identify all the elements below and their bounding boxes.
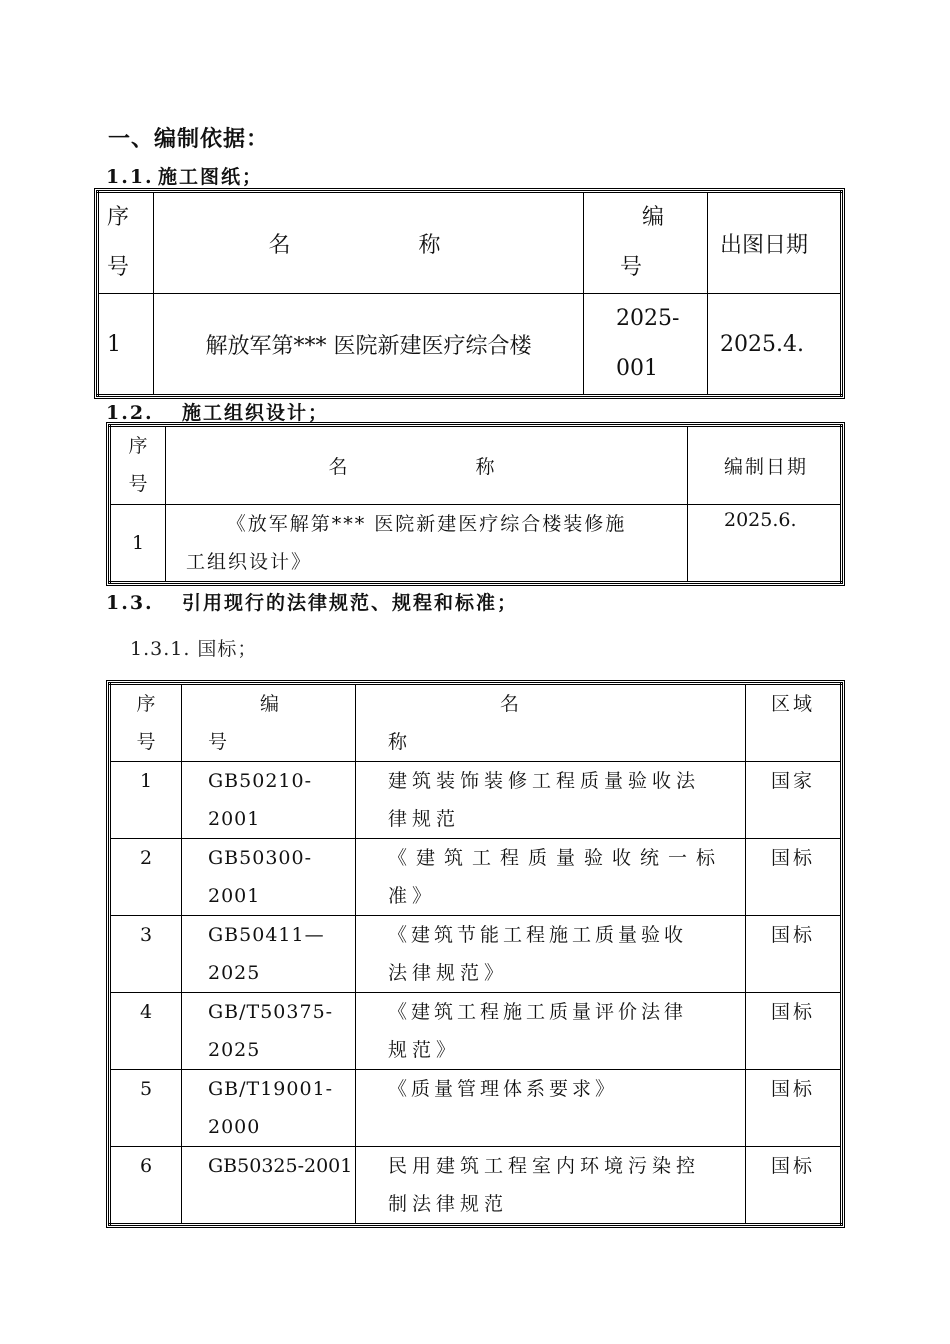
row-name — [356, 762, 746, 839]
name-line1: 《质量管理体系要求》 — [388, 1078, 619, 1100]
code-line2: 2000 — [208, 1116, 261, 1138]
section-2-number: 1.2. — [106, 402, 154, 424]
row-seq: 5 — [110, 1070, 182, 1147]
table-header-row — [110, 426, 842, 505]
header-seq-line1: 序 — [128, 435, 148, 458]
header-seq-line2: 号 — [136, 731, 156, 753]
row-date: 2025.4. — [708, 294, 842, 396]
section-2-heading — [106, 398, 329, 425]
code-line1: GB50300- — [208, 847, 313, 869]
row-name-line1: 《放军解第*** 医院新建医疗综合楼装修施 — [226, 512, 627, 535]
header-name-line1: 名 — [500, 693, 520, 715]
name-line2: 制法律规范 — [388, 1193, 509, 1215]
header-name-text: 名 称 — [268, 232, 469, 258]
row-code — [182, 1147, 356, 1225]
header-seq — [110, 684, 182, 762]
row-seq: 2 — [110, 839, 182, 916]
table-row — [110, 993, 842, 1070]
name-line2: 规范》 — [388, 1039, 461, 1061]
row-region: 国标 — [746, 1070, 842, 1147]
row-region: 国标 — [746, 993, 842, 1070]
header-region: 区域 — [746, 684, 842, 762]
table-row — [110, 762, 842, 839]
row-name — [356, 916, 746, 993]
row-code-line2: 001 — [616, 356, 658, 381]
table-row — [110, 504, 842, 583]
row-name-line2: 工组织设计》 — [186, 550, 313, 573]
row-region: 国标 — [746, 839, 842, 916]
row-code — [182, 993, 356, 1070]
code-line1: GB/T50375- — [208, 1001, 334, 1023]
header-name — [154, 192, 584, 294]
row-date: 2025.6. — [688, 504, 842, 583]
row-name — [356, 1070, 746, 1147]
standards-table — [108, 682, 843, 1226]
header-seq — [98, 192, 154, 294]
row-region: 国标 — [746, 1147, 842, 1225]
header-code-line1: 编 — [260, 693, 280, 715]
section-2-title: 施工组织设计； — [182, 402, 330, 424]
row-seq: 1 — [110, 504, 166, 583]
code-line2: 2025 — [208, 962, 261, 984]
header-name — [166, 426, 688, 505]
row-code — [182, 839, 356, 916]
name-line2: 律规范 — [388, 808, 461, 830]
name-line1: 民用建筑工程室内环境污染控 — [388, 1155, 701, 1177]
header-seq-line2: 号 — [107, 255, 130, 280]
row-code — [182, 762, 356, 839]
header-date: 出图日期 — [708, 192, 842, 294]
row-code — [182, 916, 356, 993]
header-seq-line1: 序 — [107, 205, 130, 230]
section-3-heading — [106, 588, 518, 615]
name-line1: 《建筑节能工程施工质量验收 — [388, 924, 688, 946]
section-1-title: 施工图纸； — [158, 166, 264, 188]
row-code — [584, 294, 708, 396]
code-line1: GB50210- — [208, 770, 313, 792]
row-seq: 4 — [110, 993, 182, 1070]
drawings-table — [96, 190, 843, 397]
subsection-national-standards: 1.3.1. 国标； — [130, 638, 258, 660]
header-seq-line1: 序 — [136, 693, 156, 715]
table-header-row — [98, 192, 842, 294]
table-header-row — [110, 684, 842, 762]
header-seq-line2: 号 — [128, 473, 148, 496]
code-line1: GB/T19001- — [208, 1078, 334, 1100]
code-line2: 2001 — [208, 885, 261, 907]
row-name — [356, 839, 746, 916]
header-code-line1: 编 — [642, 205, 665, 230]
code-line2: 2001 — [208, 808, 261, 830]
row-seq: 1 — [98, 294, 154, 396]
name-line2: 法律规范》 — [388, 962, 509, 984]
row-name — [356, 1147, 746, 1225]
row-region: 国标 — [746, 916, 842, 993]
code-line1: GB50411— — [208, 924, 325, 946]
header-code — [584, 192, 708, 294]
header-name-text: 名 称 — [328, 455, 525, 478]
header-name — [356, 684, 746, 762]
header-code-line2: 号 — [620, 255, 643, 280]
table-row — [98, 294, 842, 396]
table-row — [110, 916, 842, 993]
row-seq: 3 — [110, 916, 182, 993]
code-line1: GB50325-2001 — [208, 1155, 353, 1177]
header-date: 编制日期 — [688, 426, 842, 505]
code-line2: 2025 — [208, 1039, 261, 1061]
row-code-line1: 2025- — [616, 306, 680, 331]
section-1-heading — [106, 162, 263, 189]
row-name: 解放军第*** 医院新建医疗综合楼 — [154, 294, 584, 396]
row-name — [166, 504, 688, 583]
row-name — [356, 993, 746, 1070]
section-3-number: 1.3. — [106, 592, 154, 614]
header-code — [182, 684, 356, 762]
name-line1: 建筑装饰装修工程质量验收法 — [388, 770, 701, 792]
section-1-number: 1.1. — [106, 166, 154, 188]
document-heading: 一、编制依据： — [108, 126, 270, 152]
header-seq — [110, 426, 166, 505]
name-line1: 《建筑工程质量验收统一标 — [388, 847, 725, 869]
name-line2: 准》 — [388, 885, 437, 907]
row-code — [182, 1070, 356, 1147]
row-seq: 1 — [110, 762, 182, 839]
row-region: 国家 — [746, 762, 842, 839]
table-row — [110, 1070, 842, 1147]
table-row — [110, 1147, 842, 1225]
section-3-title: 引用现行的法律规范、规程和标准； — [182, 592, 519, 614]
table-row — [110, 839, 842, 916]
header-code-line2: 号 — [208, 731, 228, 753]
construction-design-table — [108, 424, 843, 584]
header-name-line2: 称 — [388, 731, 408, 753]
row-seq: 6 — [110, 1147, 182, 1225]
name-line1: 《建筑工程施工质量评价法律 — [388, 1001, 688, 1023]
